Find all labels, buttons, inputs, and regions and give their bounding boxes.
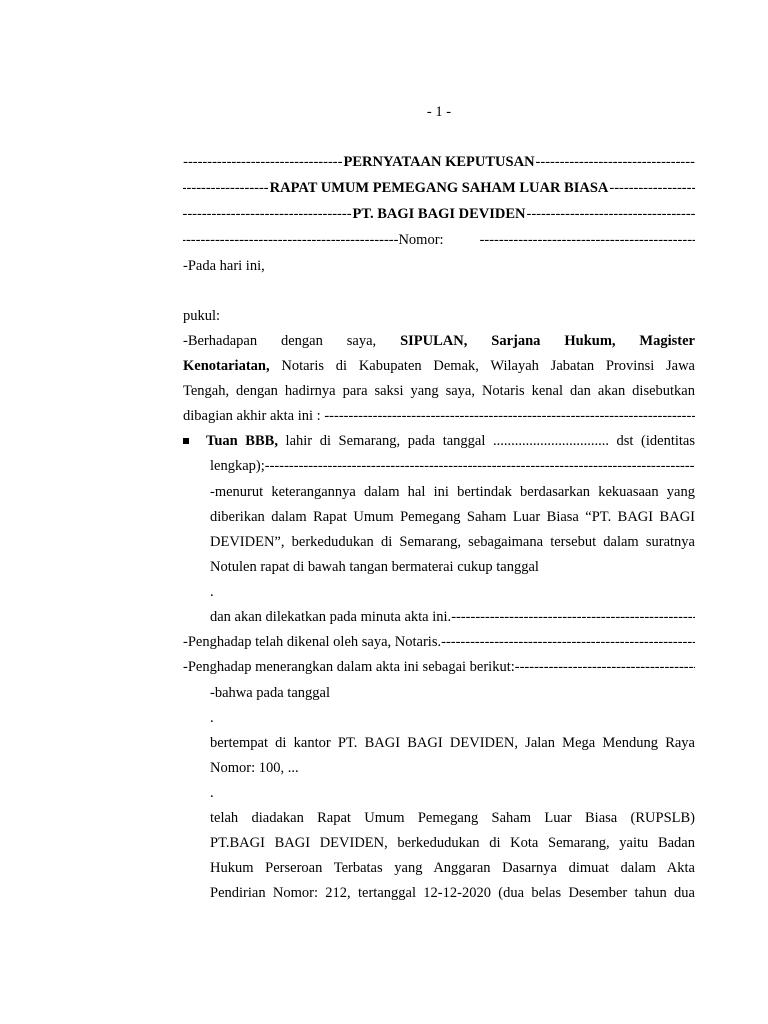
heading-title-2-text: RAPAT UMUM PEMEGANG SAHAM LUAR BIASA: [269, 180, 609, 196]
berhadapan-line-3: Tengah, dengan hadirnya para saksi yang saya, Notaris kenal dan akan disebutkan: [183, 383, 695, 399]
bertempat-dot: .: [210, 785, 214, 801]
menurut-line-4: Notulen rapat di bawah tangan bermaterai cukup tanggal: [210, 559, 539, 575]
dash-leader: [480, 230, 695, 250]
dash-leader: [526, 204, 695, 224]
bullet-line-2-text: lengkap);: [210, 458, 265, 474]
menurut-dot: .: [210, 584, 214, 600]
notary-name: SIPULAN, Sarjana Hukum, Magister: [400, 333, 695, 349]
telah-line-3: Hukum Perseroan Terbatas yang Anggaran Dasarnya dimuat dalam Akta: [210, 860, 695, 876]
dash-leader: [183, 178, 269, 198]
heading-title-1-text: PERNYATAAN KEPUTUSAN: [343, 154, 535, 170]
menurut-line-1: -menurut keterangannya dalam hal ini bertindak berdasarkan kekuasaan yang: [210, 484, 695, 500]
dash-leader: [183, 152, 342, 172]
bullet-line-1: [206, 431, 695, 451]
pada-hari-line: -Pada hari ini,: [183, 258, 265, 274]
bertempat-line-2: Nomor: 100, ...: [210, 760, 299, 776]
bullet-square-icon: [183, 438, 189, 444]
dash-leader: [441, 632, 695, 652]
dash-leader: [183, 230, 398, 250]
page-number: - 1 -: [426, 104, 452, 120]
menurut-line-5: [210, 607, 695, 627]
heading-title-3: [183, 204, 695, 224]
dash-leader: [451, 607, 695, 627]
telah-line-4: Pendirian Nomor: 212, tertanggal 12-12-2020 (dua belas Desember tahun dua: [210, 885, 695, 901]
menurut-line-3: DEVIDEN”, berkedudukan di Semarang, sebagaimana tersebut dalam suratnya: [210, 534, 695, 550]
client-details: lahir di Semarang, pada tanggal ................................ dst (identitas: [277, 433, 695, 449]
nomor-label: Nomor:: [398, 232, 444, 248]
telah-line-1: telah diadakan Rapat Umum Pemegang Saham Luar Biasa (RUPSLB): [210, 810, 695, 826]
dash-leader: [515, 657, 695, 677]
notary-location: Notaris di Kabupaten Demak, Wilayah Jabatan Provinsi Jawa: [281, 358, 695, 374]
berhadapan-text: -Berhadapan dengan saya,: [183, 333, 377, 349]
berhadapan-line-4-text: dibagian akhir akta ini :: [183, 408, 325, 424]
penghadap-line-2-text: -Penghadap menerangkan dalam akta ini sebagai berikut:: [183, 659, 515, 675]
heading-title-1: [183, 152, 695, 172]
pukul-line: pukul:: [183, 308, 221, 324]
penghadap-line-1-text: -Penghadap telah dikenal oleh saya, Notaris.: [183, 634, 442, 650]
berhadapan-line-4: [183, 406, 695, 426]
bullet-line-2: [210, 456, 695, 476]
menurut-line-5-text: dan akan dilekatkan pada minuta akta ini.: [210, 609, 452, 625]
client-name: Tuan BBB,: [206, 433, 278, 449]
bertempat-line-1: bertempat di kantor PT. BAGI BAGI DEVIDEN, Jalan Mega Mendung Raya: [210, 735, 695, 751]
penghadap-line-2: [183, 657, 695, 677]
berhadapan-line-2: [183, 356, 695, 376]
heading-title-3-text: PT. BAGI BAGI DEVIDEN: [352, 206, 526, 222]
bahwa-dot: .: [210, 710, 214, 726]
dash-leader: [183, 204, 352, 224]
telah-line-2: PT.BAGI BAGI DEVIDEN, berkedudukan di Kota Semarang, yaitu Badan: [210, 835, 695, 851]
dash-leader: [265, 456, 695, 476]
berhadapan-line-1: [183, 331, 695, 351]
bahwa-line: -bahwa pada tanggal: [210, 685, 330, 701]
penghadap-line-1: [183, 632, 695, 652]
dash-leader: [324, 406, 695, 426]
dash-leader: [536, 152, 695, 172]
notary-title: Kenotariatan,: [183, 358, 270, 374]
heading-title-2: [183, 178, 695, 198]
heading-nomor: [183, 230, 695, 250]
dash-leader: [609, 178, 695, 198]
menurut-line-2: diberikan dalam Rapat Umum Pemegang Saham Luar Biasa “PT. BAGI BAGI: [210, 509, 695, 525]
